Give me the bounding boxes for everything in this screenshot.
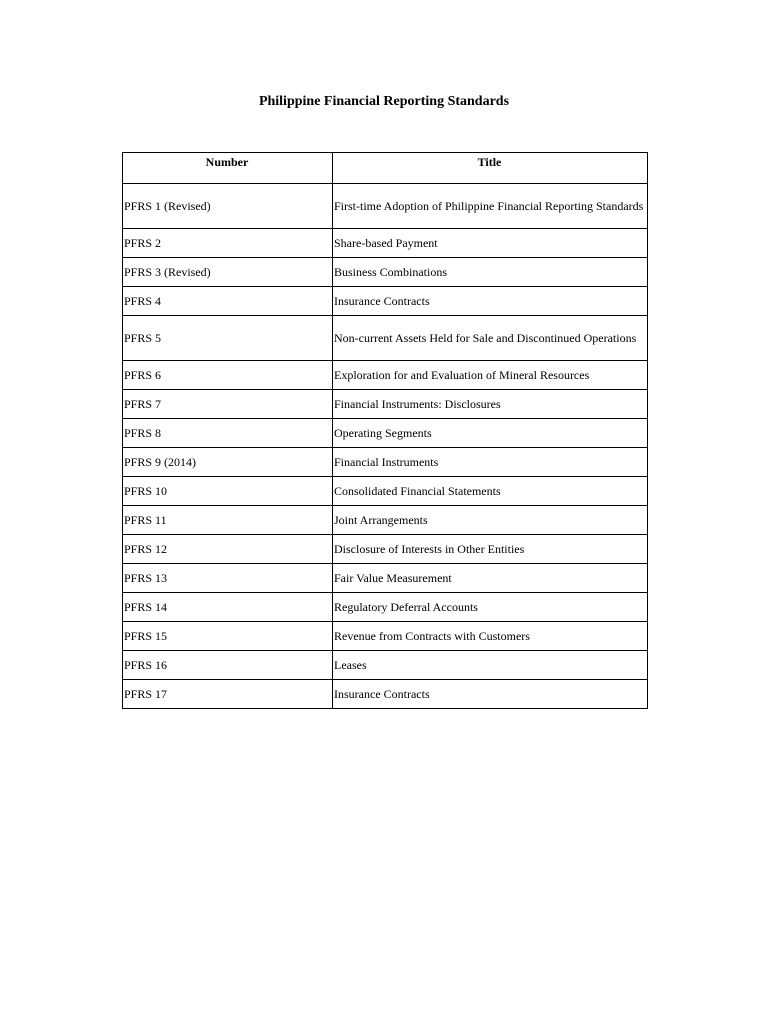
table-row <box>123 506 648 535</box>
standard-title: Fair Value Measurement <box>333 564 648 593</box>
standard-title: Joint Arrangements <box>333 506 648 535</box>
standard-number: PFRS 15 <box>123 622 333 651</box>
table-row <box>123 229 648 258</box>
standard-title: Operating Segments <box>333 419 648 448</box>
standard-title: Insurance Contracts <box>333 680 648 709</box>
table-row <box>123 564 648 593</box>
standard-number: PFRS 8 <box>123 419 333 448</box>
standard-number: PFRS 16 <box>123 651 333 680</box>
table-row <box>123 593 648 622</box>
table-row <box>123 419 648 448</box>
standard-number: PFRS 11 <box>123 506 333 535</box>
standard-number: PFRS 5 <box>123 316 333 361</box>
standard-title: Business Combinations <box>333 258 648 287</box>
table-row <box>123 361 648 390</box>
table-row <box>123 390 648 419</box>
standard-title: Disclosure of Interests in Other Entities <box>333 535 648 564</box>
standard-number: PFRS 13 <box>123 564 333 593</box>
table-row <box>123 184 648 229</box>
standard-number: PFRS 9 (2014) <box>123 448 333 477</box>
standard-number: PFRS 1 (Revised) <box>123 184 333 229</box>
table-row <box>123 651 648 680</box>
standard-number: PFRS 7 <box>123 390 333 419</box>
standard-number: PFRS 12 <box>123 535 333 564</box>
table-row <box>123 448 648 477</box>
standards-table <box>122 152 648 709</box>
standard-number: PFRS 3 (Revised) <box>123 258 333 287</box>
table-row <box>123 258 648 287</box>
standard-title: Consolidated Financial Statements <box>333 477 648 506</box>
table-row <box>123 287 648 316</box>
standard-number: PFRS 17 <box>123 680 333 709</box>
column-header-number: Number <box>123 153 333 184</box>
standard-title: Revenue from Contracts with Customers <box>333 622 648 651</box>
table-header-row <box>123 153 648 184</box>
standard-title: Non-current Assets Held for Sale and Discontinued Operations <box>333 316 648 361</box>
standard-number: PFRS 14 <box>123 593 333 622</box>
standard-title: Financial Instruments: Disclosures <box>333 390 648 419</box>
standard-number: PFRS 2 <box>123 229 333 258</box>
standard-title: Share-based Payment <box>333 229 648 258</box>
table-row <box>123 316 648 361</box>
table-row <box>123 535 648 564</box>
standard-title: Insurance Contracts <box>333 287 648 316</box>
standard-title: Leases <box>333 651 648 680</box>
table-row <box>123 477 648 506</box>
table-row <box>123 622 648 651</box>
standard-title: Financial Instruments <box>333 448 648 477</box>
standard-number: PFRS 4 <box>123 287 333 316</box>
page-title: Philippine Financial Reporting Standards <box>258 94 510 109</box>
standard-title: Exploration for and Evaluation of Mineral Resources <box>333 361 648 390</box>
standard-title: Regulatory Deferral Accounts <box>333 593 648 622</box>
standard-title: First-time Adoption of Philippine Financial Reporting Standards <box>333 184 648 229</box>
column-header-title: Title <box>333 153 648 184</box>
table-row <box>123 680 648 709</box>
standard-number: PFRS 6 <box>123 361 333 390</box>
standard-number: PFRS 10 <box>123 477 333 506</box>
